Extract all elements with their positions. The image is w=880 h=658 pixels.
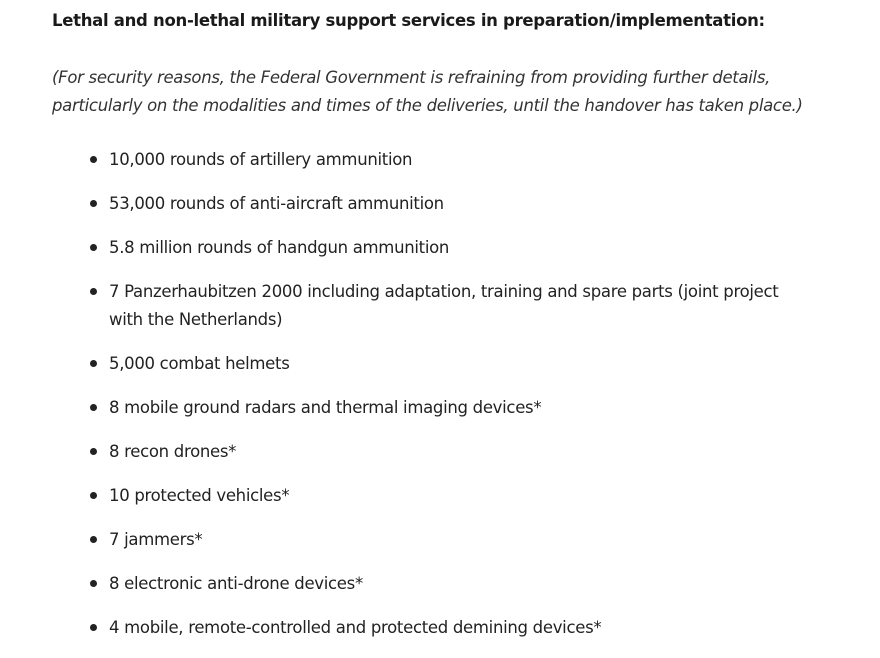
- list-item-text: 5,000 combat helmets: [109, 354, 290, 373]
- list-item: [88, 234, 788, 262]
- list-item-text: 4 mobile, remote-controlled and protected demining devices*: [109, 618, 602, 637]
- list-item-text: 8 mobile ground radars and thermal imaging devices*: [109, 398, 542, 417]
- bullet-icon: [90, 288, 97, 295]
- list-item-text: 53,000 rounds of anti-aircraft ammunition: [109, 194, 444, 213]
- bullet-icon: [90, 492, 97, 499]
- bullet-icon: [90, 536, 97, 543]
- bullet-icon: [90, 244, 97, 251]
- security-note-line: particularly on the modalities and times of the deliveries, until the handover has taken place.): [52, 96, 803, 115]
- security-note: [52, 64, 832, 120]
- list-item: [88, 570, 788, 598]
- bullet-icon: [90, 360, 97, 367]
- section-heading: Lethal and non-lethal military support services in preparation/implementation:: [52, 11, 765, 30]
- list-item: [88, 394, 788, 422]
- list-item-text: 8 recon drones*: [109, 442, 237, 461]
- list-item: [88, 350, 788, 378]
- list-item: [88, 278, 788, 334]
- bullet-icon: [90, 404, 97, 411]
- list-item-text-continued: with the Netherlands): [109, 310, 283, 329]
- list-item-text: 10 protected vehicles*: [109, 486, 290, 505]
- list-item: [88, 526, 788, 554]
- list-item: [88, 614, 788, 642]
- list-item-text: 7 Panzerhaubitzen 2000 including adaptation, training and spare parts (joint project: [109, 282, 779, 301]
- list-item: [88, 438, 788, 466]
- list-item: [88, 190, 788, 218]
- list-item: [88, 146, 788, 174]
- list-item-text: 7 jammers*: [109, 530, 203, 549]
- bullet-icon: [90, 624, 97, 631]
- list-item-text: 8 electronic anti-drone devices*: [109, 574, 363, 593]
- list-item-text: 10,000 rounds of artillery ammunition: [109, 150, 413, 169]
- bullet-icon: [90, 448, 97, 455]
- list-item: [88, 482, 788, 510]
- support-items-list: [88, 146, 788, 658]
- bullet-icon: [90, 200, 97, 207]
- security-note-line: (For security reasons, the Federal Government is refraining from providing further details,: [52, 68, 771, 87]
- bullet-icon: [90, 156, 97, 163]
- list-item-text: 5.8 million rounds of handgun ammunition: [109, 238, 450, 257]
- bullet-icon: [90, 580, 97, 587]
